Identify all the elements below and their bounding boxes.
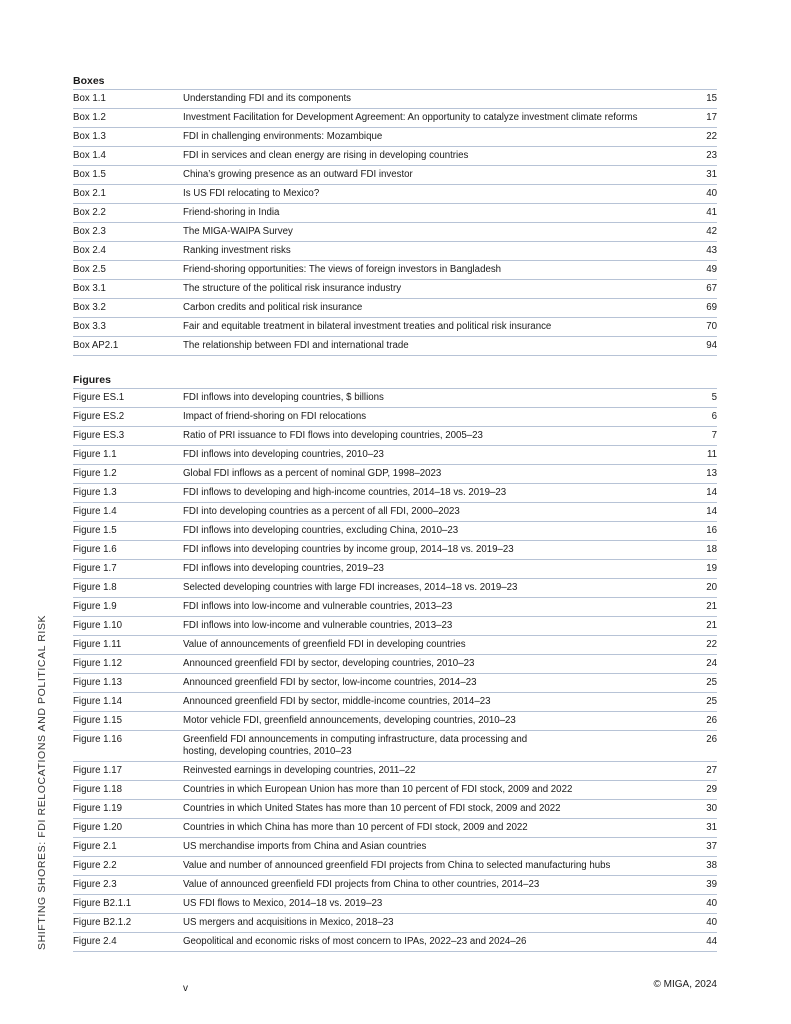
entry-title: Countries in which United States has more than 10 percent of FDI stock, 2009 and 2022 xyxy=(183,803,561,814)
entry-label: Figure 1.11 xyxy=(73,639,122,650)
entry-page: 11 xyxy=(706,449,717,460)
entry-title: Investment Facilitation for Development Agreement: An opportunity to catalyze investment climate reforms xyxy=(183,112,638,123)
toc-entry[interactable] xyxy=(73,128,717,147)
entry-page: 37 xyxy=(706,841,717,852)
toc-entry[interactable] xyxy=(73,800,717,819)
entry-label: Box 2.3 xyxy=(73,226,106,237)
toc-entry[interactable] xyxy=(73,465,717,484)
entry-title: Friend-shoring in India xyxy=(183,207,280,218)
toc-entry[interactable] xyxy=(73,204,717,223)
entry-label: Figure 1.5 xyxy=(73,525,117,536)
entry-page: 6 xyxy=(711,411,717,422)
entry-label: Figure ES.1 xyxy=(73,392,125,403)
entry-label: Box 1.4 xyxy=(73,150,106,161)
toc-entry[interactable] xyxy=(73,731,717,762)
entry-label: Figure 1.2 xyxy=(73,468,117,479)
toc-entry[interactable] xyxy=(73,636,717,655)
entry-page: 15 xyxy=(706,93,717,104)
toc-entry[interactable] xyxy=(73,579,717,598)
entry-label: Box 2.1 xyxy=(73,188,106,199)
entry-page: 14 xyxy=(706,506,717,517)
entry-label: Box 1.3 xyxy=(73,131,106,142)
entry-page: 44 xyxy=(706,936,717,947)
entry-title: The MIGA-WAIPA Survey xyxy=(183,226,293,237)
entry-page: 14 xyxy=(706,487,717,498)
toc-entry[interactable] xyxy=(73,185,717,204)
entry-label: Figure 1.12 xyxy=(73,658,123,669)
entry-title: Impact of friend-shoring on FDI relocations xyxy=(183,411,367,422)
toc-entry[interactable] xyxy=(73,280,717,299)
entry-label: Box 3.2 xyxy=(73,302,106,313)
entry-title: Friend-shoring opportunities: The views of foreign investors in Bangladesh xyxy=(183,264,502,275)
toc-entry[interactable] xyxy=(73,598,717,617)
entry-title: FDI in challenging environments: Mozambique xyxy=(183,131,383,142)
entry-page: 38 xyxy=(706,860,717,871)
entry-page: 94 xyxy=(706,340,717,351)
toc-entry[interactable] xyxy=(73,693,717,712)
toc-entry[interactable] xyxy=(73,838,717,857)
figures-heading: Figures xyxy=(73,372,717,389)
entry-title: The structure of the political risk insurance industry xyxy=(183,283,402,294)
entry-page: 39 xyxy=(706,879,717,890)
toc-entry[interactable] xyxy=(73,109,717,128)
entry-page: 26 xyxy=(706,715,717,726)
toc-entry[interactable] xyxy=(73,318,717,337)
entry-label: Figure 1.17 xyxy=(73,765,123,776)
entry-page: 40 xyxy=(706,917,717,928)
entry-page: 7 xyxy=(711,430,717,441)
entry-title: Announced greenfield FDI by sector, middle-income countries, 2014–23 xyxy=(183,696,491,707)
entry-page: 18 xyxy=(706,544,717,555)
entry-label: Figure 1.20 xyxy=(73,822,123,833)
entry-label: Figure ES.2 xyxy=(73,411,125,422)
toc-entry[interactable] xyxy=(73,261,717,280)
entry-label: Box 3.1 xyxy=(73,283,106,294)
toc-entry[interactable] xyxy=(73,762,717,781)
entry-label: Figure 1.3 xyxy=(73,487,117,498)
entry-label: Figure 1.9 xyxy=(73,601,117,612)
entry-title: US FDI flows to Mexico, 2014–18 vs. 2019–23 xyxy=(183,898,383,909)
toc-entry[interactable] xyxy=(73,819,717,838)
entry-title: FDI in services and clean energy are rising in developing countries xyxy=(183,150,469,161)
toc-entry[interactable] xyxy=(73,484,717,503)
entry-title: Reinvested earnings in developing countries, 2011–22 xyxy=(183,765,416,776)
entry-label: Figure 1.16 xyxy=(73,734,123,745)
figures-list xyxy=(73,372,717,952)
entry-title: Announced greenfield FDI by sector, developing countries, 2010–23 xyxy=(183,658,475,669)
entry-label: Figure B2.1.1 xyxy=(73,898,132,909)
entry-title: Geopolitical and economic risks of most concern to IPAs, 2022–23 and 2024–26 xyxy=(183,936,527,947)
toc-entry[interactable] xyxy=(73,446,717,465)
entry-title: US mergers and acquisitions in Mexico, 2018–23 xyxy=(183,917,394,928)
entry-label: Figure 2.4 xyxy=(73,936,117,947)
entry-label: Box 1.1 xyxy=(73,93,106,104)
entry-label: Box 1.2 xyxy=(73,112,106,123)
entry-page: 19 xyxy=(706,563,717,574)
toc-entry[interactable] xyxy=(73,503,717,522)
entry-page: 17 xyxy=(706,112,717,123)
entry-page: 20 xyxy=(706,582,717,593)
entry-label: Figure 1.14 xyxy=(73,696,123,707)
toc-entry[interactable] xyxy=(73,223,717,242)
entry-label: Box 2.4 xyxy=(73,245,106,256)
entry-label: Figure 1.18 xyxy=(73,784,123,795)
entry-label: Box 3.3 xyxy=(73,321,106,332)
entry-title: Value of announcements of greenfield FDI in developing countries xyxy=(183,639,466,650)
entry-label: Box 2.5 xyxy=(73,264,106,275)
entry-label: Box AP2.1 xyxy=(73,340,119,351)
entry-label: Figure 1.1 xyxy=(73,449,117,460)
toc-entry[interactable] xyxy=(73,166,717,185)
toc-entry[interactable] xyxy=(73,895,717,914)
entry-page: 5 xyxy=(711,392,717,403)
entry-title: Ratio of PRI issuance to FDI flows into developing countries, 2005–23 xyxy=(183,430,483,441)
toc-entry[interactable] xyxy=(73,674,717,693)
entry-title: FDI inflows to developing and high-income countries, 2014–18 vs. 2019–23 xyxy=(183,487,507,498)
entry-page: 70 xyxy=(706,321,717,332)
toc-entry[interactable] xyxy=(73,299,717,318)
entry-page: 13 xyxy=(706,468,717,479)
entry-page: 21 xyxy=(706,620,717,631)
entry-page: 23 xyxy=(706,150,717,161)
toc-entry[interactable] xyxy=(73,655,717,674)
entry-title: Fair and equitable treatment in bilateral investment treaties and political risk insurance xyxy=(183,321,552,332)
toc-entry[interactable] xyxy=(73,389,717,408)
entry-label: Figure 1.19 xyxy=(73,803,123,814)
entry-label: Figure 1.7 xyxy=(73,563,117,574)
entry-page: 67 xyxy=(706,283,717,294)
toc-entry[interactable] xyxy=(73,876,717,895)
entry-title: Countries in which China has more than 10 percent of FDI stock, 2009 and 2022 xyxy=(183,822,528,833)
toc-entry[interactable] xyxy=(73,90,717,109)
boxes-heading: Boxes xyxy=(73,73,717,90)
page-number: v xyxy=(183,983,188,994)
running-title: SHIFTING SHORES: FDI RELOCATIONS AND POLITICAL RISK xyxy=(36,614,48,950)
entry-page: 26 xyxy=(706,734,717,745)
entry-page: 22 xyxy=(706,639,717,650)
entry-page: 41 xyxy=(706,207,717,218)
toc-entry[interactable] xyxy=(73,712,717,731)
toc-entry[interactable] xyxy=(73,781,717,800)
entry-title: FDI inflows into developing countries by income group, 2014–18 vs. 2019–23 xyxy=(183,544,514,555)
entry-label: Figure 1.15 xyxy=(73,715,123,726)
entry-label: Figure 2.2 xyxy=(73,860,117,871)
entry-title: FDI inflows into developing countries, 2019–23 xyxy=(183,563,384,574)
toc-entry[interactable] xyxy=(73,560,717,579)
entry-label: Box 2.2 xyxy=(73,207,106,218)
entry-title: Announced greenfield FDI by sector, low-income countries, 2014–23 xyxy=(183,677,477,688)
entry-title: FDI inflows into developing countries, 2010–23 xyxy=(183,449,384,460)
entry-page: 31 xyxy=(706,822,717,833)
entry-title: FDI inflows into developing countries, excluding China, 2010–23 xyxy=(183,525,459,536)
entry-title: Countries in which European Union has more than 10 percent of FDI stock, 2009 and 2022 xyxy=(183,784,573,795)
entry-label: Figure 1.6 xyxy=(73,544,117,555)
entry-title: Motor vehicle FDI, greenfield announcements, developing countries, 2010–23 xyxy=(183,715,516,726)
entry-page: 27 xyxy=(706,765,717,776)
entry-page: 40 xyxy=(706,188,717,199)
toc-entry[interactable] xyxy=(73,242,717,261)
entry-title: FDI inflows into developing countries, $ billions xyxy=(183,392,384,403)
toc-entry[interactable] xyxy=(73,522,717,541)
entry-label: Figure 1.13 xyxy=(73,677,123,688)
entry-title: Value of announced greenfield FDI projects from China to other countries, 2014–23 xyxy=(183,879,540,890)
entry-title: The relationship between FDI and international trade xyxy=(183,340,409,351)
toc-entry[interactable] xyxy=(73,617,717,636)
entry-page: 29 xyxy=(706,784,717,795)
entry-title: FDI inflows into low-income and vulnerable countries, 2013–23 xyxy=(183,620,453,631)
boxes-list xyxy=(73,73,717,356)
entry-page: 24 xyxy=(706,658,717,669)
entry-title: China’s growing presence as an outward FDI investor xyxy=(183,169,413,180)
toc-entry[interactable] xyxy=(73,857,717,876)
entry-title: Greenfield FDI announcements in computing infrastructure, data processing and hosting, developing countries, 2010–23 xyxy=(183,734,528,757)
entry-title: US merchandise imports from China and Asian countries xyxy=(183,841,427,852)
entry-page: 22 xyxy=(706,131,717,142)
toc-entry[interactable] xyxy=(73,541,717,560)
entry-label: Box 1.5 xyxy=(73,169,106,180)
entry-title: Understanding FDI and its components xyxy=(183,93,352,104)
entry-page: 21 xyxy=(706,601,717,612)
toc-entry[interactable] xyxy=(73,914,717,933)
entry-label: Figure B2.1.2 xyxy=(73,917,132,928)
entry-title: Ranking investment risks xyxy=(183,245,291,256)
entry-title: Is US FDI relocating to Mexico? xyxy=(183,188,320,199)
toc-entry[interactable] xyxy=(73,147,717,166)
entry-title: Value and number of announced greenfield FDI projects from China to selected manufacturing hubs xyxy=(183,860,611,871)
entry-label: Figure 1.4 xyxy=(73,506,117,517)
entry-page: 16 xyxy=(706,525,717,536)
entry-label: Figure 1.10 xyxy=(73,620,123,631)
entry-title: Selected developing countries with large FDI increases, 2014–18 vs. 2019–23 xyxy=(183,582,518,593)
entry-page: 31 xyxy=(706,169,717,180)
copyright: © MIGA, 2024 xyxy=(653,979,717,990)
entry-page: 40 xyxy=(706,898,717,909)
entry-title: Global FDI inflows as a percent of nominal GDP, 1998–2023 xyxy=(183,468,442,479)
entry-label: Figure 2.3 xyxy=(73,879,117,890)
entry-label: Figure 1.8 xyxy=(73,582,117,593)
entry-page: 42 xyxy=(706,226,717,237)
entry-page: 49 xyxy=(706,264,717,275)
entry-page: 25 xyxy=(706,696,717,707)
toc-entry[interactable] xyxy=(73,933,717,952)
toc-entry[interactable] xyxy=(73,427,717,446)
entry-title: Carbon credits and political risk insurance xyxy=(183,302,363,313)
toc-entry[interactable] xyxy=(73,337,717,356)
entry-label: Figure ES.3 xyxy=(73,430,125,441)
entry-page: 43 xyxy=(706,245,717,256)
entry-title: FDI inflows into low-income and vulnerable countries, 2013–23 xyxy=(183,601,453,612)
entry-label: Figure 2.1 xyxy=(73,841,117,852)
entry-page: 30 xyxy=(706,803,717,814)
toc-entry[interactable] xyxy=(73,408,717,427)
entry-title: FDI into developing countries as a percent of all FDI, 2000–2023 xyxy=(183,506,460,517)
entry-page: 25 xyxy=(706,677,717,688)
entry-page: 69 xyxy=(706,302,717,313)
